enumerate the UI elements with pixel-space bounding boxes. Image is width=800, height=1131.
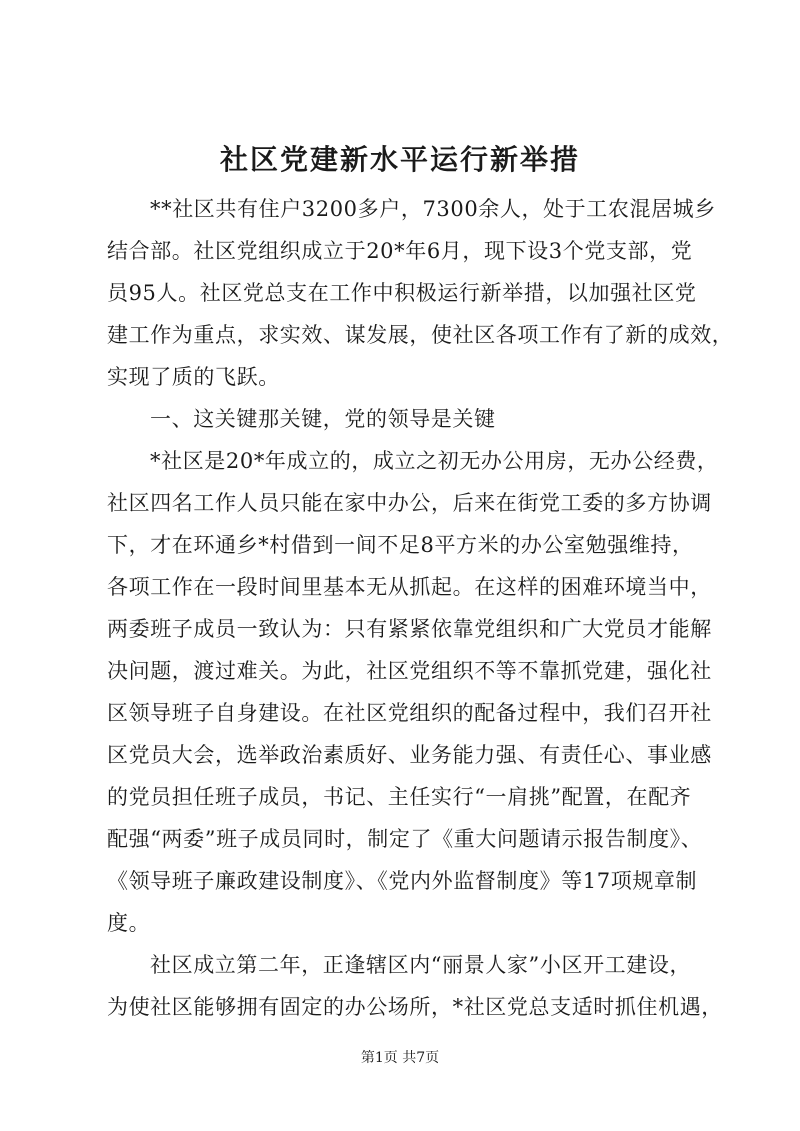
body-line: 两委班子成员一致认为：只有紧紧依靠党组织和广大党员才能解 [107, 617, 712, 641]
page-number: 第1页 共7页 [360, 1050, 440, 1066]
body-line: 配强“两委”班子成员同时，制定了《重大问题请示报告制度》、 [107, 827, 703, 851]
body-line: **社区共有住户3200多户，7300余人，处于工农混居城乡 [150, 197, 716, 221]
body-line: 社区成立第二年，正逢辖区内“丽景人家”小区开工建设， [150, 953, 692, 977]
body-line: 为使社区能够拥有固定的办公场所，*社区党总支适时抓住机遇， [107, 995, 723, 1019]
body-line: 区领导班子自身建设。在社区党组织的配备过程中，我们召开社 [107, 701, 712, 725]
body-line: 度。 [107, 911, 151, 935]
body-line: 的党员担任班子成员，书记、主任实行“一肩挑”配置，在配齐 [107, 785, 692, 809]
document-title: 社区党建新水平运行新举措 [219, 143, 580, 176]
body-line: 决问题，渡过难关。为此，社区党组织不等不靠抓党建，强化社 [107, 659, 712, 683]
body-line: 员95人。社区党总支在工作中积极运行新举措，以加强社区党 [107, 281, 697, 305]
section-heading: 一、这关键那关键，党的领导是关键 [150, 407, 496, 431]
body-line: 结合部。社区党组织成立于20*年6月，现下设3个党支部，党 [107, 239, 693, 263]
body-line: 下，才在环通乡*村借到一间不足8平方米的办公室勉强维持， [107, 533, 694, 557]
body-line: 《领导班子廉政建设制度》、《党内外监督制度》等17项规章制 [107, 869, 698, 893]
body-line: 区党员大会，选举政治素质好、业务能力强、有责任心、事业感 [107, 743, 712, 767]
body-line: 各项工作在一段时间里基本无从抓起。在这样的困难环境当中， [107, 575, 712, 599]
body-line: *社区是20*年成立的，成立之初无办公用房，无办公经费， [150, 449, 719, 473]
body-line: 实现了质的飞跃。 [107, 365, 280, 389]
body-line: 社区四名工作人员只能在家中办公，后来在街党工委的多方协调 [107, 491, 712, 515]
body-line: 建工作为重点，求实效、谋发展，使社区各项工作有了新的成效， [107, 323, 734, 347]
